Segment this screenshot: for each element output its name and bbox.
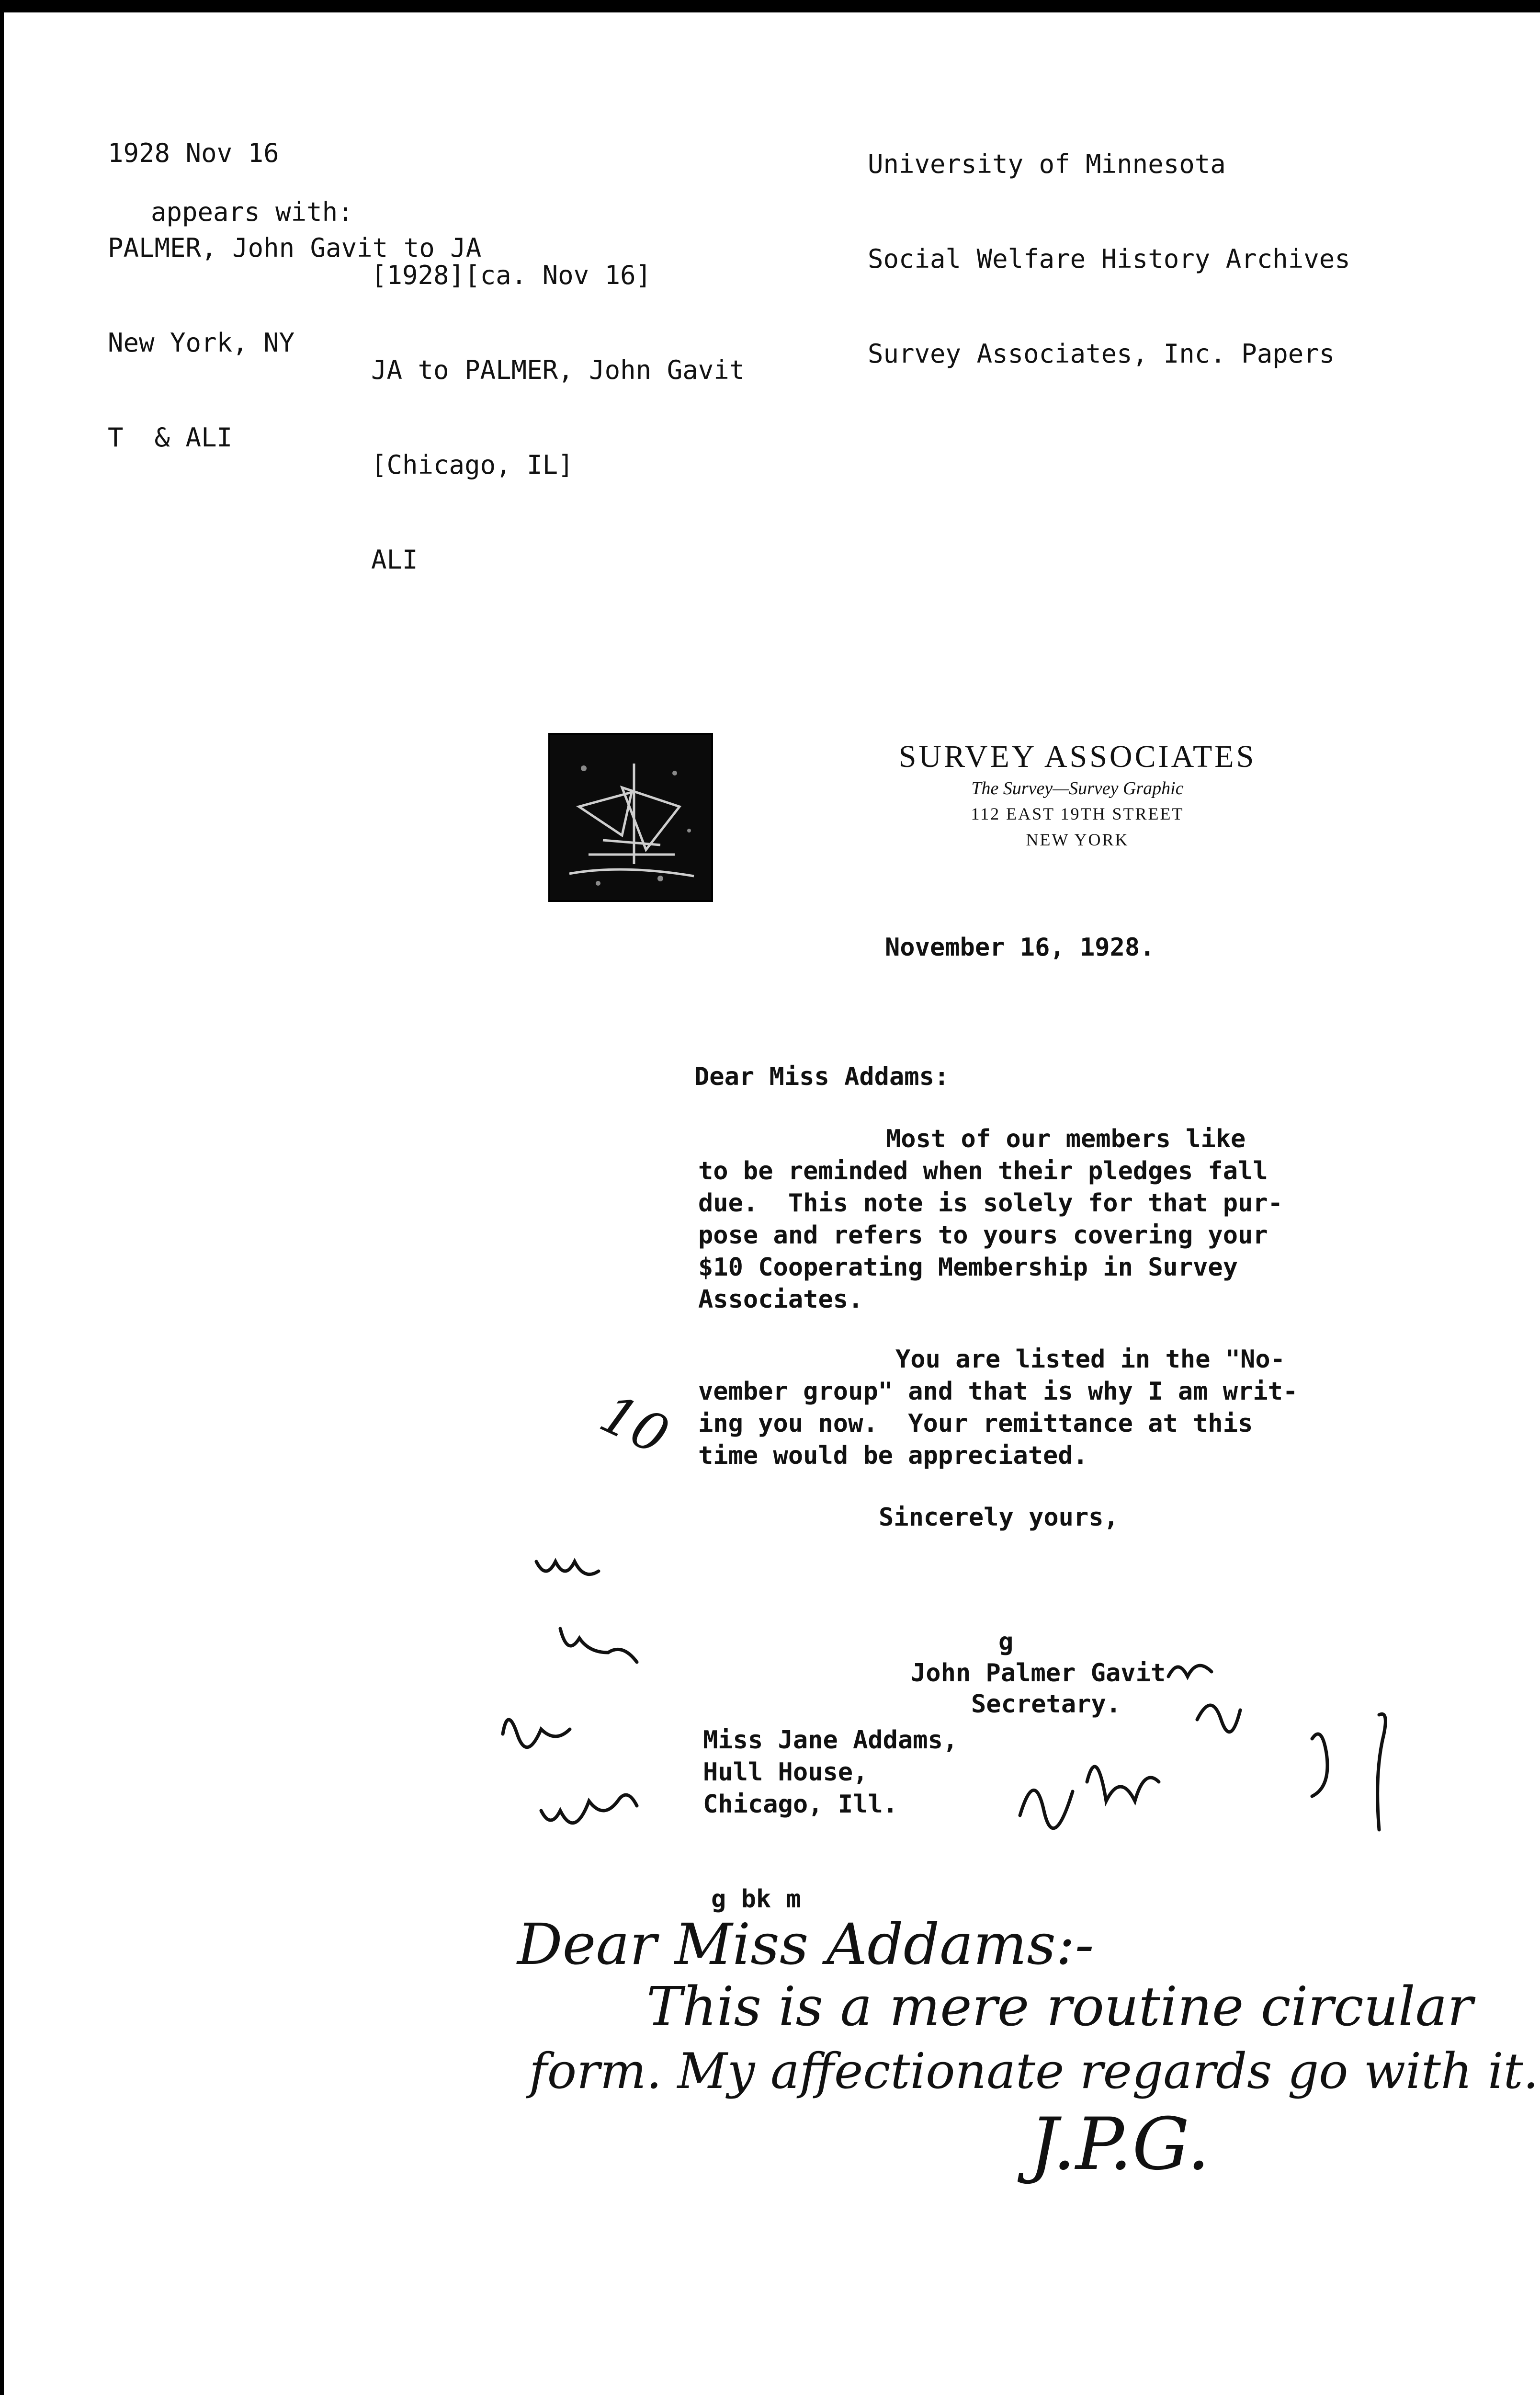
- letterhead-name: SURVEY ASSOCIATES: [898, 739, 1257, 774]
- letterhead-subtitle: The Survey—Survey Graphic: [971, 778, 1184, 798]
- catalog-format: T & ALI: [108, 422, 233, 453]
- signer-title: Secretary.: [971, 1690, 1121, 1719]
- para1-line-6: Associates.: [698, 1285, 863, 1314]
- addressee-city: Chicago, Ill.: [703, 1790, 898, 1819]
- archive-line-2: Social Welfare History Archives: [868, 244, 1350, 274]
- letter-closing: Sincerely yours,: [879, 1503, 1119, 1532]
- margin-scribbles: [479, 1533, 1437, 1916]
- signer-name: John Palmer Gavit: [911, 1659, 1166, 1688]
- reference-initials: g bk m: [711, 1885, 801, 1914]
- para2-line-4: time would be appreciated.: [698, 1441, 1088, 1470]
- appears-correspondents: JA to PALMER, John Gavit: [371, 355, 745, 385]
- catalog-date: 1928 Nov 16: [108, 138, 279, 168]
- catalog-correspondents: PALMER, John Gavit to JA: [108, 233, 482, 263]
- para2-line-3: ing you now. Your remittance at this: [698, 1409, 1253, 1438]
- handwritten-line-2: form. My affectionate regards go with it.: [529, 2043, 1539, 2100]
- para1-line-1: Most of our members like: [886, 1125, 1246, 1153]
- letter-date: November 16, 1928.: [885, 933, 1155, 962]
- handwritten-salutation: Dear Miss Addams:-: [517, 1911, 1094, 1977]
- letterhead-street: 112 EAST 19TH STREET: [971, 804, 1184, 823]
- signature-mark: g: [998, 1628, 1014, 1656]
- handwritten-initials: J.P.G.: [1030, 2103, 1210, 2186]
- appears-location: [Chicago, IL]: [371, 450, 574, 480]
- archive-line-1: University of Minnesota: [868, 149, 1226, 179]
- appears-label: appears with:: [151, 197, 353, 227]
- margin-number: 10: [591, 1382, 678, 1467]
- ship-logo-image: [548, 733, 713, 902]
- appears-date: [1928][ca. Nov 16]: [371, 260, 652, 290]
- archive-info: [868, 85, 1350, 401]
- para1-line-4: pose and refers to yours covering your: [698, 1221, 1268, 1250]
- appears-with: [151, 196, 745, 639]
- addressee-org: Hull House,: [703, 1758, 868, 1787]
- letter-salutation: Dear Miss Addams:: [694, 1062, 950, 1091]
- appears-format: ALI: [371, 545, 418, 575]
- letterhead: [862, 738, 1293, 853]
- addressee-name: Miss Jane Addams,: [703, 1726, 958, 1755]
- para2-line-2: vember group" and that is why I am writ-: [698, 1377, 1298, 1406]
- para1-line-3: due. This note is solely for that pur-: [698, 1189, 1283, 1218]
- para1-line-2: to be reminded when their pledges fall: [698, 1157, 1268, 1186]
- archive-line-3: Survey Associates, Inc. Papers: [868, 339, 1335, 369]
- catalog-location: New York, NY: [108, 328, 295, 358]
- para2-line-1: You are listed in the "No-: [895, 1345, 1285, 1374]
- letterhead-city: NEW YORK: [1026, 830, 1129, 849]
- para1-line-5: $10 Cooperating Membership in Survey: [698, 1253, 1238, 1282]
- handwritten-line-1: This is a mere routine circular: [646, 1976, 1473, 2038]
